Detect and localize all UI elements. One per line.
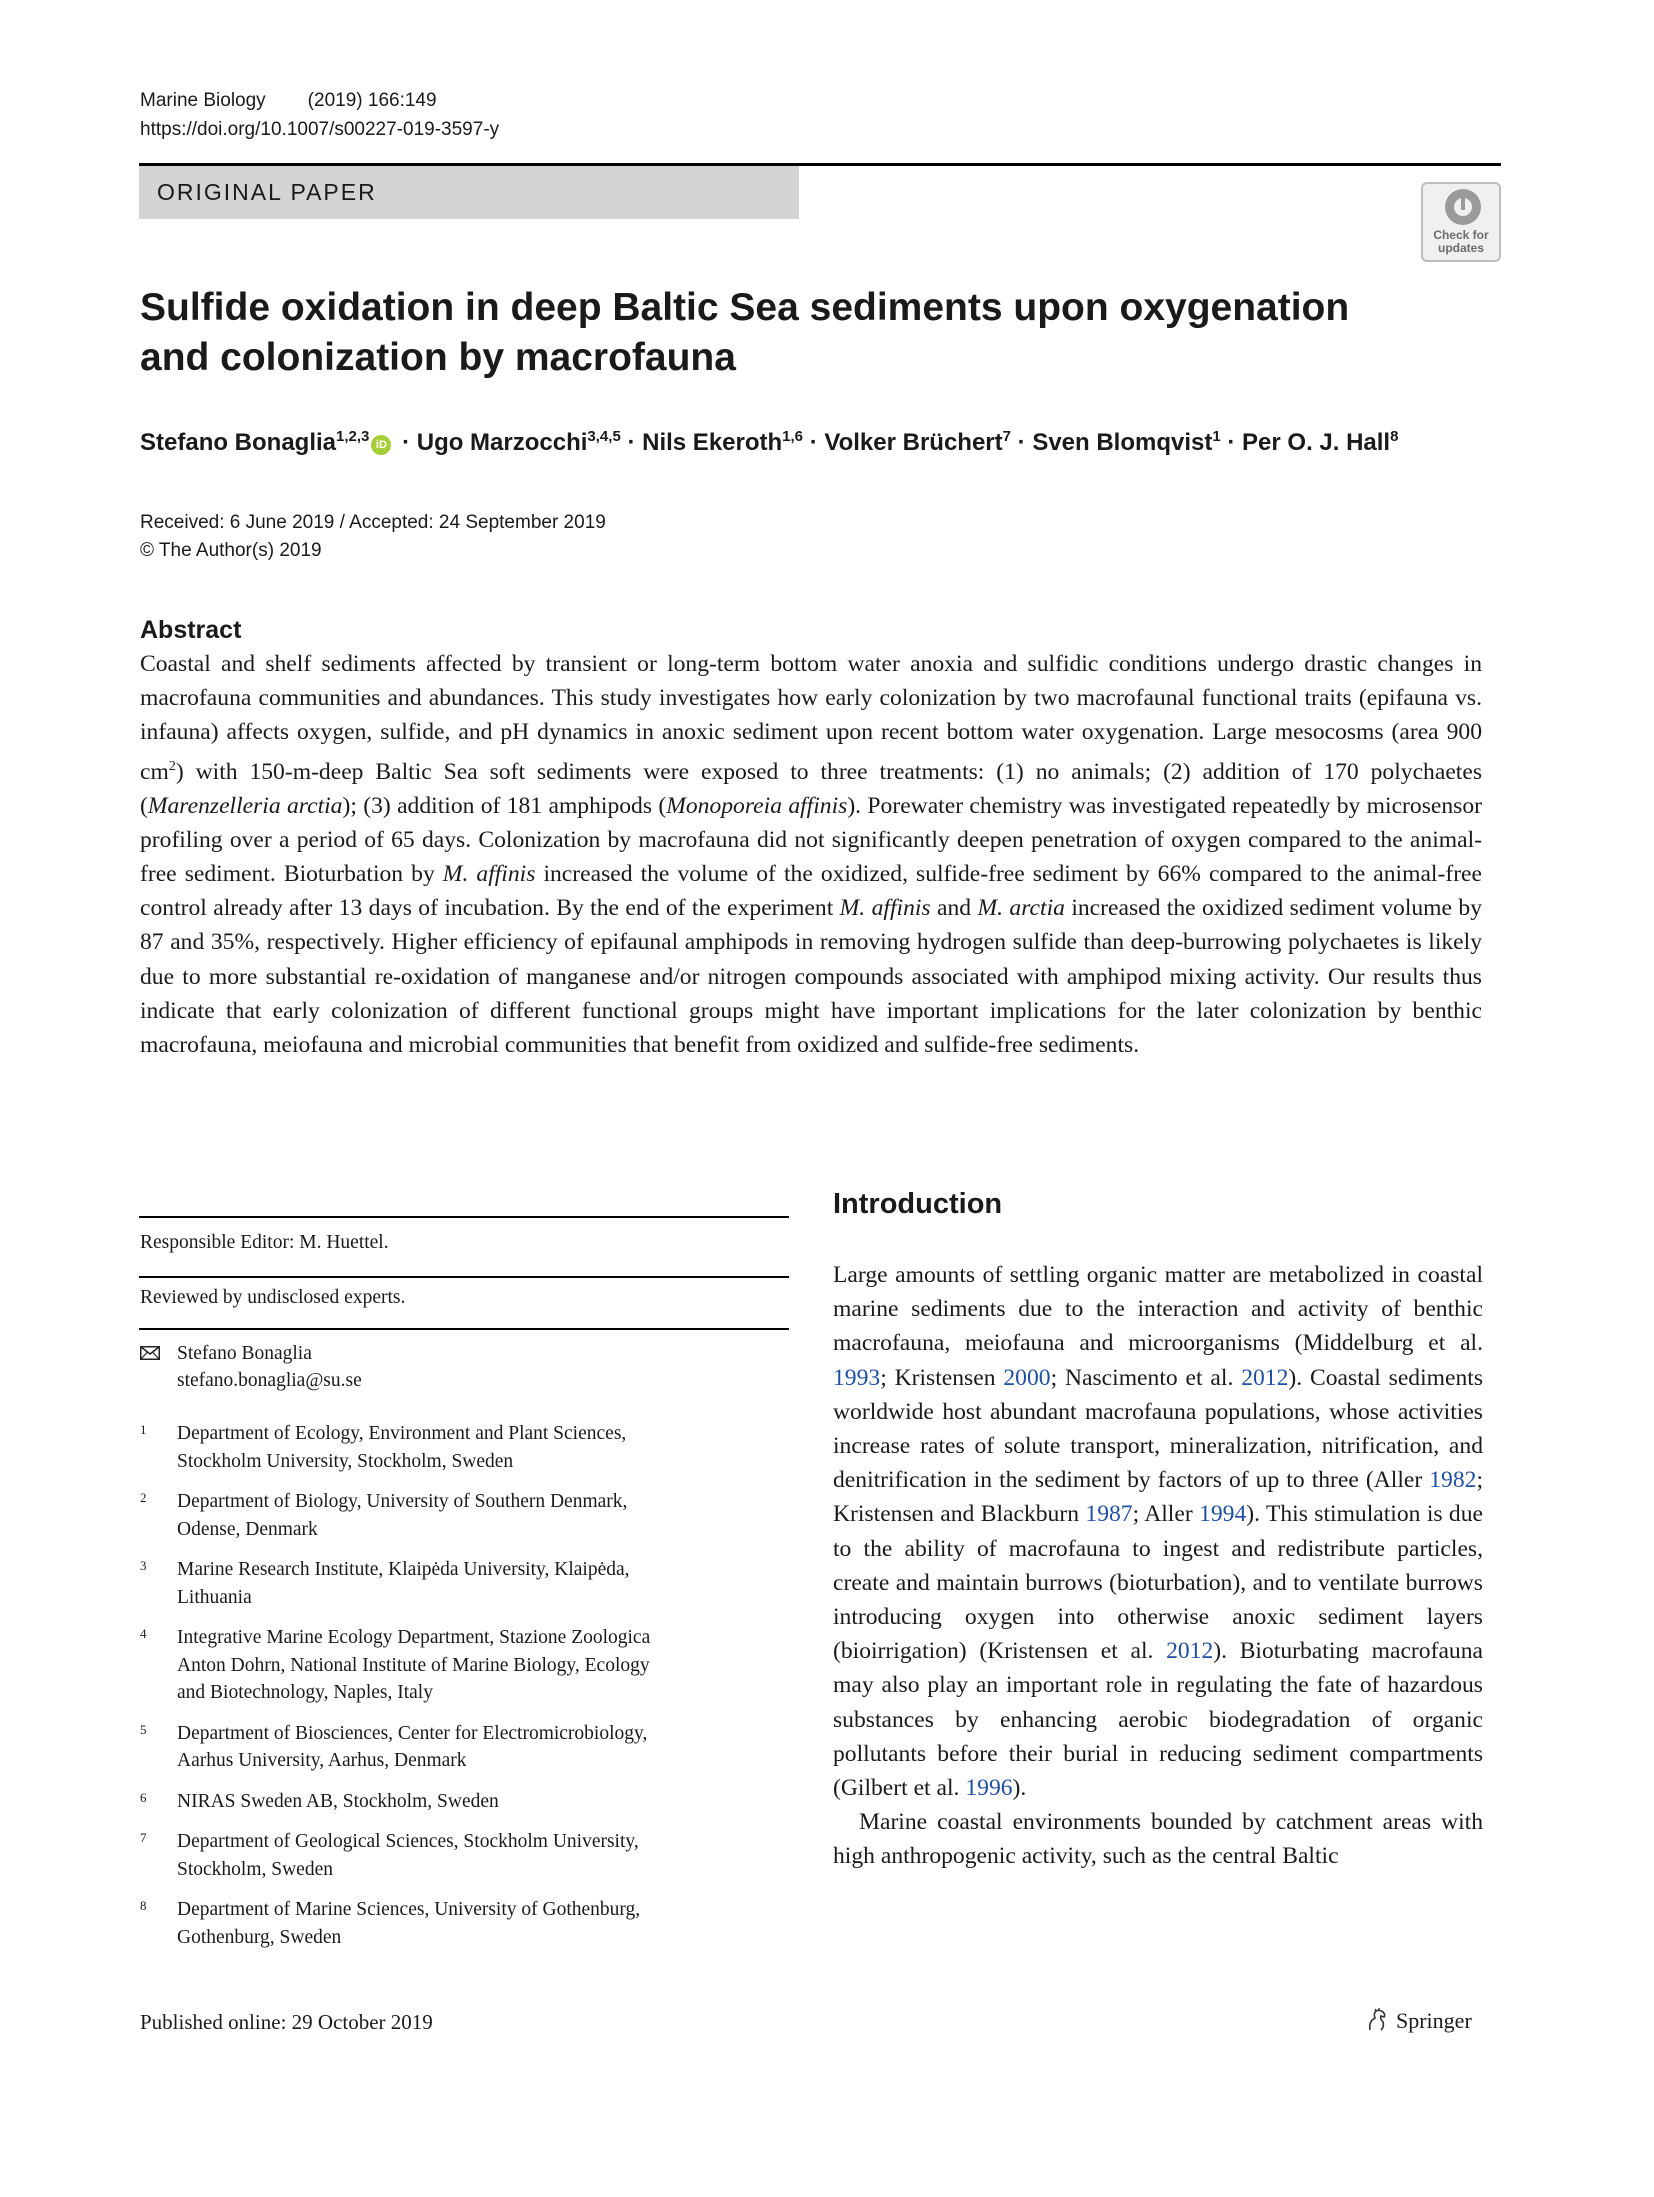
affiliation-number: 8 [140,1898,147,1913]
reference-link[interactable]: 2000 [1003,1364,1051,1391]
check-updates-text: Check for updates [1433,228,1489,255]
author-name[interactable]: Volker Brüchert [824,429,1003,456]
affiliation-item: 1 Department of Ecology, Environment and Plant Sciences, Stockholm University, Stockholm, Sweden [140,1420,790,1475]
reference-link[interactable]: 2012 [1241,1364,1289,1391]
author-affiliation-sup: 1,6 [782,428,804,445]
author-affiliation-sup: 1 [1212,428,1221,445]
author-name[interactable]: Nils Ekeroth [642,429,783,456]
author-name[interactable]: Sven Blomqvist [1032,429,1213,456]
envelope-icon [140,1346,160,1360]
reviewed-by: Reviewed by undisclosed experts. [140,1287,406,1308]
introduction-body [833,1258,1483,1874]
journal-citation [140,90,437,112]
copyright-line: © The Author(s) 2019 [140,540,322,561]
check-updates-icon [1445,189,1481,225]
reference-link[interactable]: 1987 [1085,1501,1133,1528]
paper-type-banner [139,166,799,219]
affiliation-number: 4 [140,1626,147,1641]
author-affiliation-sup: 3,4,5 [587,428,621,445]
author-separator: · [620,429,643,456]
author-list [140,428,1398,457]
affiliation-number: 6 [140,1789,147,1805]
footnote-rule [139,1216,789,1218]
reference-link[interactable]: 1993 [833,1364,881,1391]
author-affiliation-sup: 7 [1002,428,1011,445]
journal-name: Marine Biology [140,90,266,111]
affiliation-number: 7 [140,1830,147,1845]
affiliation-item: 8 Department of Marine Sciences, University of Gothenburg, Gothenburg, Sweden [140,1896,790,1951]
check-for-updates-badge[interactable] [1421,182,1501,262]
affiliation-number: 3 [140,1558,147,1573]
reference-link[interactable]: 1982 [1429,1467,1477,1494]
affiliation-item: 4 Integrative Marine Ecology Department, Stazione Zoologica Anton Dohrn, National Institute of Marine Biology, Ecology and Biotechnology, Naples, Italy [140,1624,790,1707]
affiliation-item: 5 Department of Biosciences, Center for Electromicrobiology, Aarhus University, Aarhus, Denmark [140,1720,790,1775]
reference-link[interactable]: 2012 [1166,1638,1214,1665]
reference-link[interactable]: 1994 [1199,1501,1247,1528]
paper-title [140,283,1400,383]
footnote-rule [139,1276,789,1278]
corresponding-author-name: Stefano Bonaglia [177,1343,312,1364]
corresponding-author [177,1340,362,1394]
affiliation-item: 2 Department of Biology, University of Southern Denmark, Odense, Denmark [140,1488,790,1543]
springer-horse-icon [1366,2008,1388,2032]
affiliation-item: 6 NIRAS Sweden AB, Stockholm, Sweden [140,1788,790,1816]
author-separator: · [395,429,417,456]
introduction-paragraph: Marine coastal environments bounded by catchment areas with high anthropogenic activity, such as the central Baltic [833,1809,1483,1870]
title-line-2: and colonization by macrofauna [140,336,736,379]
corresponding-author-email[interactable]: stefano.bonaglia@su.se [177,1370,362,1391]
received-accepted-dates: Received: 6 June 2019 / Accepted: 24 September 2019 [140,512,606,533]
author-affiliation-sup: 1,2,3 [336,428,370,445]
orcid-icon[interactable]: iD [371,435,391,455]
reference-link[interactable]: 1996 [965,1775,1013,1802]
responsible-editor: Responsible Editor: M. Huettel. [140,1232,389,1253]
author-separator: · [1010,429,1033,456]
affiliation-item: 7 Department of Geological Sciences, Stockholm University, Stockholm, Sweden [140,1828,790,1883]
author-affiliation-sup: 8 [1390,428,1399,445]
abstract-body: Coastal and shelf sediments affected by transient or long-term bottom water anoxia and sulfidic conditions undergo drastic changes in macrofauna communities and abundances. This study investigates how early colonization by two macrofaunal functional traits (epifauna vs. infauna) affects oxygen, sulfide, and pH dynamics in anoxic sediment upon recent bottom water oxygenation. Large mesocosms (area 900 $cm^2$) with 150-m-deep Baltic Sea soft sediments were exposed to three treatments: (1) no animals; (2) addition of 170 polychaetes (Marenzelleria arctia); (3) addition of 181 amphipods (Monoporeia affinis). Porewater chemistry was investigated repeatedly by microsensor profiling over a period of 65 days. Colonization by macrofauna did not significantly deepen penetration of oxygen compared to the animal-free sediment. Bioturbation by M. affinis increased the volume of the oxidized, sulfide-free sediment by 66% compared to the animal-free control already after 13 days of incubation. By the end of the experiment M. affinis and M. arctia increased the oxidized sediment volume by 87 and 35%, respectively. Higher efficiency of epifaunal amphipods in removing hydrogen sulfide than deep-burrowing polychaetes is likely due to more substantial re-oxidation of manganese and/or nitrogen compounds associated with amphipod mixing activity. Our results thus indicate that early colonization of different functional groups might have important implications for the later colonization by benthic macrofauna, meiofauna and microbial communities that benefit from oxidized and sulfide-free sediments. [140,651,1483,1059]
introduction-paragraph: Large amounts of settling organic matter are metabolized in coastal marine sediments due to the interaction and activity of benthic macrofauna, meiofauna and microorganisms (Middelburg et al. 1993; Kristensen 2000; Nascimento et al. 2012). Coastal sediments worldwide host abundant macrofauna populations, whose activities increase rates of solute transport, mineralization, nitrification, and denitrification in the sediment by factors of up to three (Aller 1982; Kristensen and Blackburn 1987; Aller 1994). This stimulation is due to the ability of macrofauna to ingest and redistribute particles, create and maintain burrows (bioturbation), and to ventilate burrows introducing oxygen into otherwise anoxic sediment layers (bioirrigation) (Kristensen et al. 2012). Bioturbating macrofauna may also play an important role in regulating the fate of hazardous substances by enhancing aerobic biodegradation of organic pollutants before their burial in reducing sediment compartments (Gilbert et al. 1996). [833,1262,1484,1802]
affiliation-number: 5 [140,1721,147,1737]
affiliation-number: 1 [140,1422,147,1437]
affiliation-number: 2 [140,1490,147,1505]
affiliation-item: 3 Marine Research Institute, Klaipėda University, Klaipėda, Lithuania [140,1556,790,1611]
introduction-heading: Introduction [833,1188,1003,1220]
author-separator: · [803,429,825,456]
citation-volume: (2019) 166:149 [307,90,437,111]
footnote-rule [139,1328,789,1330]
paper-type-label: ORIGINAL PAPER [157,179,377,205]
title-line-1: Sulfide oxidation in deep Baltic Sea sediments upon oxygenation [140,286,1350,329]
publisher-logo [1366,2008,1472,2034]
doi-link[interactable]: https://doi.org/10.1007/s00227-019-3597-y [140,119,500,140]
publisher-name: Springer [1396,2008,1472,2033]
author-name[interactable]: Stefano Bonaglia [140,429,337,456]
author-name[interactable]: Ugo Marzocchi [416,429,588,456]
published-online-date: Published online: 29 October 2019 [140,2010,433,2034]
author-name[interactable]: Per O. J. Hall [1242,429,1391,456]
abstract-heading: Abstract [140,616,242,644]
author-separator: · [1220,429,1243,456]
affiliation-list [140,1420,790,1964]
